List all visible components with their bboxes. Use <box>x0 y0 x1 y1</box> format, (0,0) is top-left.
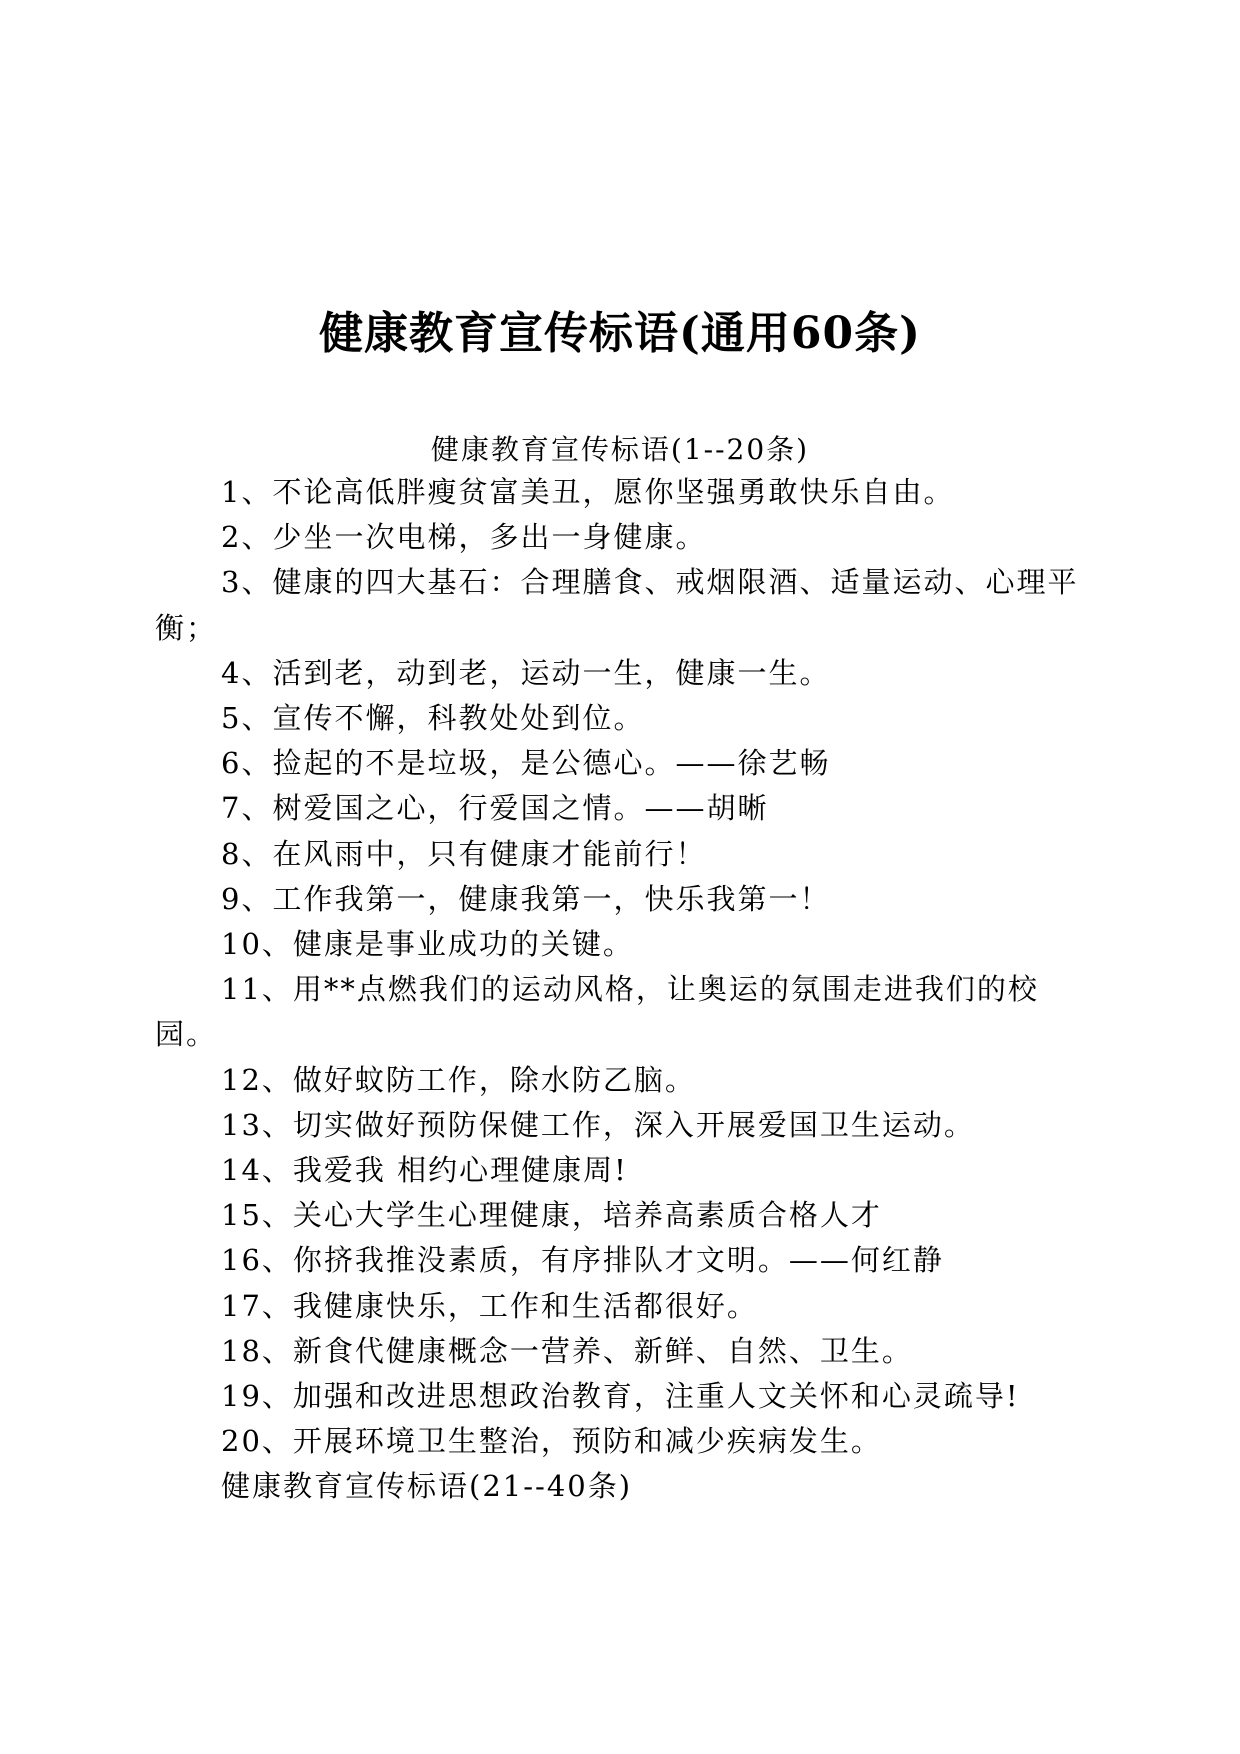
slogan-item: 20、开展环境卫生整治，预防和减少疾病发生。 <box>221 1424 882 1459</box>
slogan-item: 5、宣传不懈，科教处处到位。 <box>221 701 645 736</box>
slogan-item: 18、新食代健康概念一营养、新鲜、自然、卫生。 <box>221 1333 913 1368</box>
slogan-item: 15、关心大学生心理健康，培养高素质合格人才 <box>221 1198 882 1233</box>
slogan-item: 7、树爱国之心，行爱国之情。——胡晰 <box>221 791 769 826</box>
slogan-item: 6、捡起的不是垃圾，是公德心。——徐艺畅 <box>221 746 831 781</box>
slogan-list <box>155 470 1085 1510</box>
slogan-item: 19、加强和改进思想政治教育，注重人文关怀和心灵疏导! <box>221 1379 1020 1414</box>
slogan-item: 17、我健康快乐，工作和生活都很好。 <box>221 1288 758 1323</box>
slogan-item: 8、在风雨中，只有健康才能前行！ <box>221 836 707 871</box>
slogan-item: 4、活到老，动到老，运动一生，健康一生。 <box>221 655 831 690</box>
section-heading: 健康教育宣传标语(1--20条) <box>430 433 810 466</box>
slogan-item: 13、切实做好预防保健工作，深入开展爱国卫生运动。 <box>221 1107 975 1142</box>
slogan-item: 16、你挤我推没素质，有序排队才文明。——何红静 <box>221 1243 944 1278</box>
slogan-item: 11、用**点燃我们的运动风格，让奥运的氛围走进我们的校园。 <box>155 972 1039 1052</box>
slogan-item: 9、工作我第一，健康我第一，快乐我第一！ <box>221 881 831 916</box>
slogan-item: 12、做好蚊防工作，除水防乙脑。 <box>221 1062 696 1097</box>
slogan-item: 2、少坐一次电梯，多出一身健康。 <box>221 520 707 555</box>
slogan-item: 14、我爱我 相约心理健康周! <box>221 1153 628 1188</box>
slogan-item: 1、不论高低胖瘦贫富美丑，愿你坚强勇敢快乐自由。 <box>221 475 955 509</box>
document-title: 健康教育宣传标语(通用60条) <box>319 308 921 359</box>
section-heading-next: 健康教育宣传标语(21--40条) <box>221 1469 633 1504</box>
slogan-item: 3、健康的四大基石：合理膳食、戒烟限酒、适量运动、心理平衡； <box>155 565 1079 645</box>
slogan-item: 10、健康是事业成功的关键。 <box>221 927 634 962</box>
